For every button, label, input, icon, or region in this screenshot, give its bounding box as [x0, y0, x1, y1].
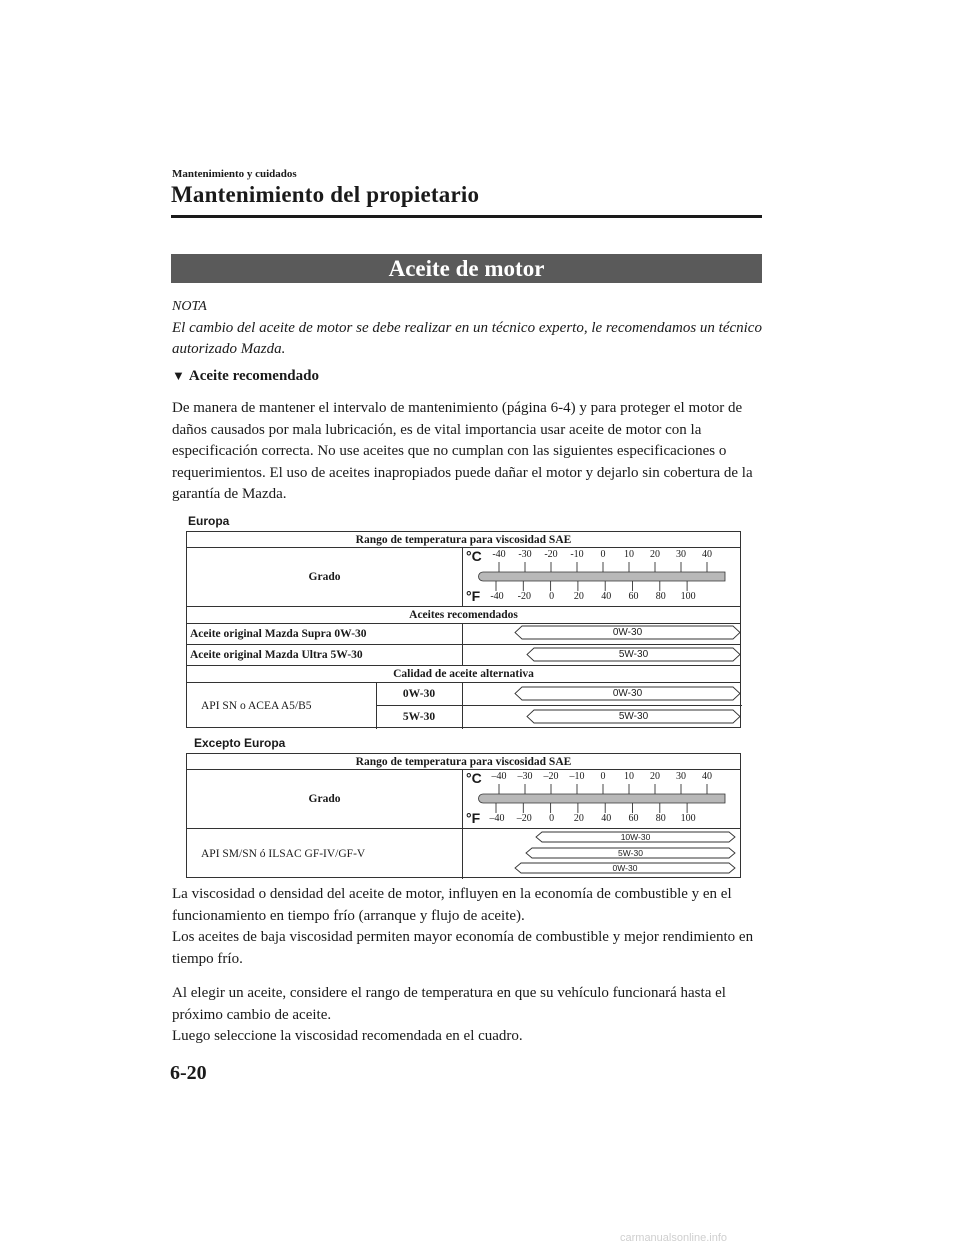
- celsius-unit: °C: [466, 770, 482, 786]
- except-europe-table-header: Rango de temperatura para viscosidad SAE: [355, 755, 572, 768]
- europe-label: Europa: [188, 514, 230, 528]
- recommended-oils-header: Aceites recomendados: [409, 609, 518, 621]
- celsius-tick-label: -30: [518, 549, 532, 560]
- fahrenheit-tick-label: 40: [601, 813, 612, 824]
- celsius-tick-label: 0: [600, 771, 606, 782]
- fahrenheit-tick-label: 100: [680, 813, 696, 824]
- celsius-tick-label: 40: [702, 771, 712, 782]
- note-label: NOTA: [172, 299, 207, 314]
- selection-text-2: Luego seleccione la viscosidad recomendada en el cuadro.: [172, 1028, 523, 1044]
- fahrenheit-tick-label: 40: [601, 591, 612, 602]
- note-text: El cambio del aceite de motor se debe realizar en un técnico experto, le recomendamos un técnico autorizado Mazda.: [172, 320, 762, 357]
- mazda-supra-row-label: Aceite original Mazda Supra 0W-30: [190, 628, 367, 640]
- page-title: Mantenimiento del propietario: [171, 182, 480, 207]
- selection-paragraph: [172, 983, 762, 1048]
- celsius-tick-label: 10: [624, 549, 634, 560]
- europe-table-header: Rango de temperatura para viscosidad SAE: [355, 533, 572, 546]
- bar-supra-0w30: [515, 626, 740, 639]
- fahrenheit-tick-label: 20: [573, 591, 584, 602]
- europe-viscosity-table: [186, 531, 741, 728]
- section-banner: Aceite de motor: [171, 254, 762, 283]
- celsius-tick-label: -20: [544, 549, 558, 560]
- viscosity-text-1: La viscosidad o densidad del aceite de motor, influyen en la economía de combustible y en el funcionamiento en tiempo frío (arranque y flujo de aceite).: [172, 886, 732, 924]
- alternative-spec: API SN o ACEA A5/B5: [201, 700, 312, 712]
- except-europe-grade-label: Grado: [308, 793, 341, 805]
- bar-label: 0W-30: [612, 627, 643, 638]
- bar-alt-0w30: [515, 687, 740, 700]
- fahrenheit-unit: °F: [466, 588, 481, 604]
- except-europe-temperature-scale: [463, 770, 742, 828]
- celsius-tick-label: 0: [600, 549, 606, 560]
- europe-temperature-scale: [463, 548, 742, 606]
- sub-heading: [172, 368, 319, 385]
- fahrenheit-tick-label: 60: [628, 813, 639, 824]
- intro-paragraph: De manera de mantener el intervalo de mantenimiento (página 6-4) y para proteger el motor de daños causados por mala lubricación, es de vital importancia usar aceite de motor con la especificación correcta. No use aceites que no cumplan con las siguientes especificaciones o requerimientos. El uso de aceites inapropiados puede dañar el motor y dejarlo sin cobertura de la garantía de Mazda.: [172, 400, 753, 502]
- fahrenheit-tick-label: 80: [655, 813, 666, 824]
- fahrenheit-tick-label: 20: [573, 813, 584, 824]
- bar-0w30: [515, 863, 735, 873]
- viscosity-text-2: Los aceites de baja viscosidad permiten mayor economía de combustible y mejor rendimiento en tiempo frío.: [172, 929, 754, 967]
- watermark: carmanualsonline.info: [620, 1232, 728, 1244]
- viscosity-paragraph: [172, 884, 762, 970]
- fahrenheit-tick-label: 60: [628, 591, 639, 602]
- triangle-down-icon: ▼: [172, 368, 185, 383]
- fahrenheit-tick-label: -20: [517, 591, 531, 602]
- alternative-quality-header: Calidad de aceite alternativa: [393, 668, 534, 680]
- fahrenheit-tick-label: –40: [489, 813, 505, 824]
- celsius-tick-label: 30: [676, 549, 686, 560]
- selection-text-1: Al elegir un aceite, considere el rango de temperatura en que su vehículo funcionará hasta el próximo cambio de aceite.: [172, 985, 726, 1023]
- alt-grade-0w30: 0W-30: [402, 688, 436, 700]
- celsius-tick-label: 20: [650, 771, 660, 782]
- fahrenheit-tick-label: –20: [516, 813, 532, 824]
- bar-alt-5w30: [527, 710, 740, 723]
- celsius-unit: °C: [466, 548, 482, 564]
- fahrenheit-tick-label: 0: [549, 591, 555, 602]
- fahrenheit-tick-label: -40: [490, 591, 504, 602]
- title-divider: [171, 215, 762, 218]
- celsius-tick-label: 40: [702, 549, 712, 560]
- celsius-tick-label: –20: [543, 771, 559, 782]
- celsius-tick-label: –40: [491, 771, 507, 782]
- celsius-tick-label: 10: [624, 771, 634, 782]
- fahrenheit-tick-label: 80: [655, 591, 666, 602]
- bar-label: 10W-30: [620, 832, 651, 842]
- celsius-tick-label: 20: [650, 549, 660, 560]
- page-number: 6-20: [170, 1062, 207, 1084]
- bar-label: 5W-30: [618, 848, 643, 858]
- breadcrumb: Mantenimiento y cuidados: [172, 168, 297, 180]
- celsius-tick-label: -10: [570, 549, 584, 560]
- bar-label: 5W-30: [618, 649, 649, 660]
- fahrenheit-tick-label: 0: [549, 813, 555, 824]
- celsius-tick-label: -40: [492, 549, 506, 560]
- celsius-tick-label: –10: [569, 771, 585, 782]
- bar-ultra-5w30: [527, 648, 740, 661]
- sub-heading-text: Aceite recomendado: [188, 368, 319, 384]
- fahrenheit-unit: °F: [466, 810, 481, 826]
- bar-label: 0W-30: [612, 688, 643, 699]
- alt-grade-5w30: 5W-30: [402, 711, 436, 723]
- bar-label: 0W-30: [612, 863, 638, 873]
- except-europe-spec: API SM/SN ó ILSAC GF-IV/GF-V: [201, 848, 366, 860]
- europe-grade-label: Grado: [308, 571, 341, 583]
- celsius-tick-label: –30: [517, 771, 533, 782]
- celsius-tick-label: 30: [676, 771, 686, 782]
- fahrenheit-tick-label: 100: [680, 591, 696, 602]
- bar-label: 5W-30: [618, 711, 649, 722]
- except-europe-viscosity-table: [186, 753, 741, 878]
- bar-5w30: [526, 848, 735, 858]
- except-europe-label: Excepto Europa: [194, 736, 286, 750]
- mazda-ultra-row-label: Aceite original Mazda Ultra 5W-30: [190, 649, 363, 661]
- bar-10w30: [536, 832, 735, 842]
